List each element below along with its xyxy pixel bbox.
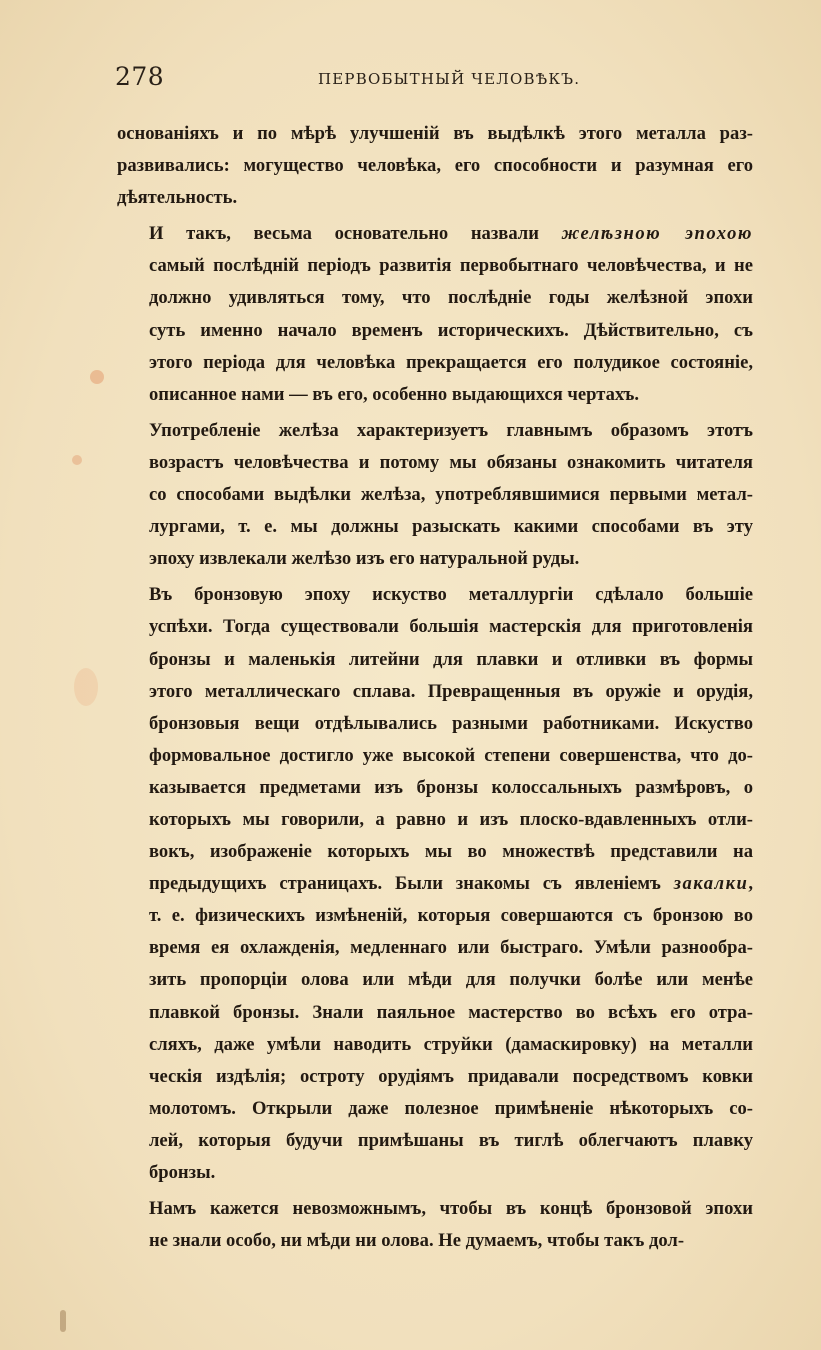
text-run: , [748, 873, 753, 895]
text-line: вокъ, изображеніе которыхъ мы во множествѣ представили на [149, 841, 753, 863]
text-line: описанное нами — въ его, особенно выдающихся чертахъ. [149, 383, 639, 405]
text-line: этого періода для человѣка прекращается его полудикое состояніе, [149, 351, 753, 373]
text-line: молотомъ. Открыли даже полезное примѣненіе нѣкоторыхъ со- [149, 1097, 753, 1119]
text-run: И такъ, весьма основательно назвали [149, 223, 562, 245]
text-line: суть именно начало временъ историческихъ. Дѣйствительно, съ [149, 319, 753, 341]
text-line: которыхъ мы говорили, а равно и изъ плоско-вдавленныхъ отли- [149, 808, 753, 830]
text-line: Въ бронзовую эпоху искуство металлургіи сдѣлало большіе [149, 584, 753, 606]
text-line: бронзовыя вещи отдѣлывались разными работниками. Искуство [149, 712, 753, 734]
paper-stain [74, 668, 98, 706]
text-run: предыдущихъ страницахъ. Были знакомы съ явленіемъ [149, 873, 674, 895]
text-line: лургами, т. е. мы должны разыскать какими способами въ эту [149, 516, 753, 538]
text-line: успѣхи. Тогда существовали большія мастерскія для приготовленія [149, 616, 753, 638]
page-number: 278 [115, 62, 165, 91]
text-line [117, 218, 753, 250]
text-line: ческія издѣлія; остроту орудіямъ придавали посредствомъ ковки [149, 1065, 753, 1087]
text-line: возрастъ человѣчества и потому мы обязаны ознакомить читателя [149, 451, 753, 473]
paper-stain [90, 370, 104, 384]
running-head: ПЕРВОБЫТНЫЙ ЧЕЛОВѢКЪ. [318, 70, 581, 88]
text-line [117, 868, 753, 900]
text-line: эпоху извлекали желѣзо изъ его натуральной руды. [149, 548, 580, 570]
text-line: лей, которыя будучи примѣшаны въ тиглѣ облегчаютъ плавку [149, 1129, 753, 1151]
text-line: бронзы. [149, 1162, 216, 1183]
paragraph [117, 579, 753, 1189]
text-line: этого металлическаго сплава. Превращенныя въ оружіе и орудія, [149, 680, 753, 702]
text-line: дѣятельность. [117, 187, 238, 209]
text-line: бронзы и маленькія литейни для плавки и отливки въ формы [149, 648, 753, 670]
text-line: основаніяхъ и по мѣрѣ улучшеній въ выдѣлкѣ этого металла раз- [117, 123, 753, 144]
text-line: т. е. физическихъ измѣненій, которыя совершаются съ бронзою во [149, 905, 753, 927]
paper-stain [60, 1310, 66, 1332]
text-line: со способами выдѣлки желѣза, употреблявшимися первыми метал- [149, 484, 753, 506]
page-header [115, 62, 755, 94]
text-line: Употребленіе желѣза характеризуетъ главнымъ образомъ этотъ [149, 419, 753, 441]
emphasized-term: закалки [673, 873, 749, 895]
text-line: развивались: могущество человѣка, его способности и разумная его [117, 155, 753, 177]
paragraph [117, 218, 753, 411]
text-line: время ея охлажденія, медленнаго или быстраго. Умѣли разнообра- [149, 937, 753, 959]
paragraph [117, 118, 753, 214]
text-line: не знали особо, ни мѣди ни олова. Не думаемъ, чтобы такъ дол- [149, 1230, 685, 1252]
text-line: казывается предметами изъ бронзы колоссальныхъ размѣровъ, о [149, 776, 753, 798]
text-line: Намъ кажется невозможнымъ, чтобы въ концѣ бронзовой эпохи [149, 1198, 753, 1220]
body-text [117, 118, 753, 1261]
text-line: должно удивляться тому, что послѣдніе годы желѣзной эпохи [149, 287, 753, 309]
paper-stain [72, 455, 82, 465]
emphasized-term: желѣзною эпохою [561, 223, 753, 245]
text-line: сляхъ, даже умѣли наводить струйки (дамаскировку) на металли [149, 1033, 753, 1055]
text-line: зить пропорціи олова или мѣди для получки болѣе или менѣе [149, 969, 753, 991]
text-line: формовальное достигло уже высокой степени совершенства, что до- [149, 744, 753, 766]
paragraph [117, 1193, 753, 1257]
text-line: самый послѣдній періодъ развитія первобытнаго человѣчества, и не [149, 255, 753, 277]
paragraph [117, 415, 753, 575]
text-line: плавкой бронзы. Знали паяльное мастерство во всѣхъ его отра- [149, 1001, 753, 1023]
